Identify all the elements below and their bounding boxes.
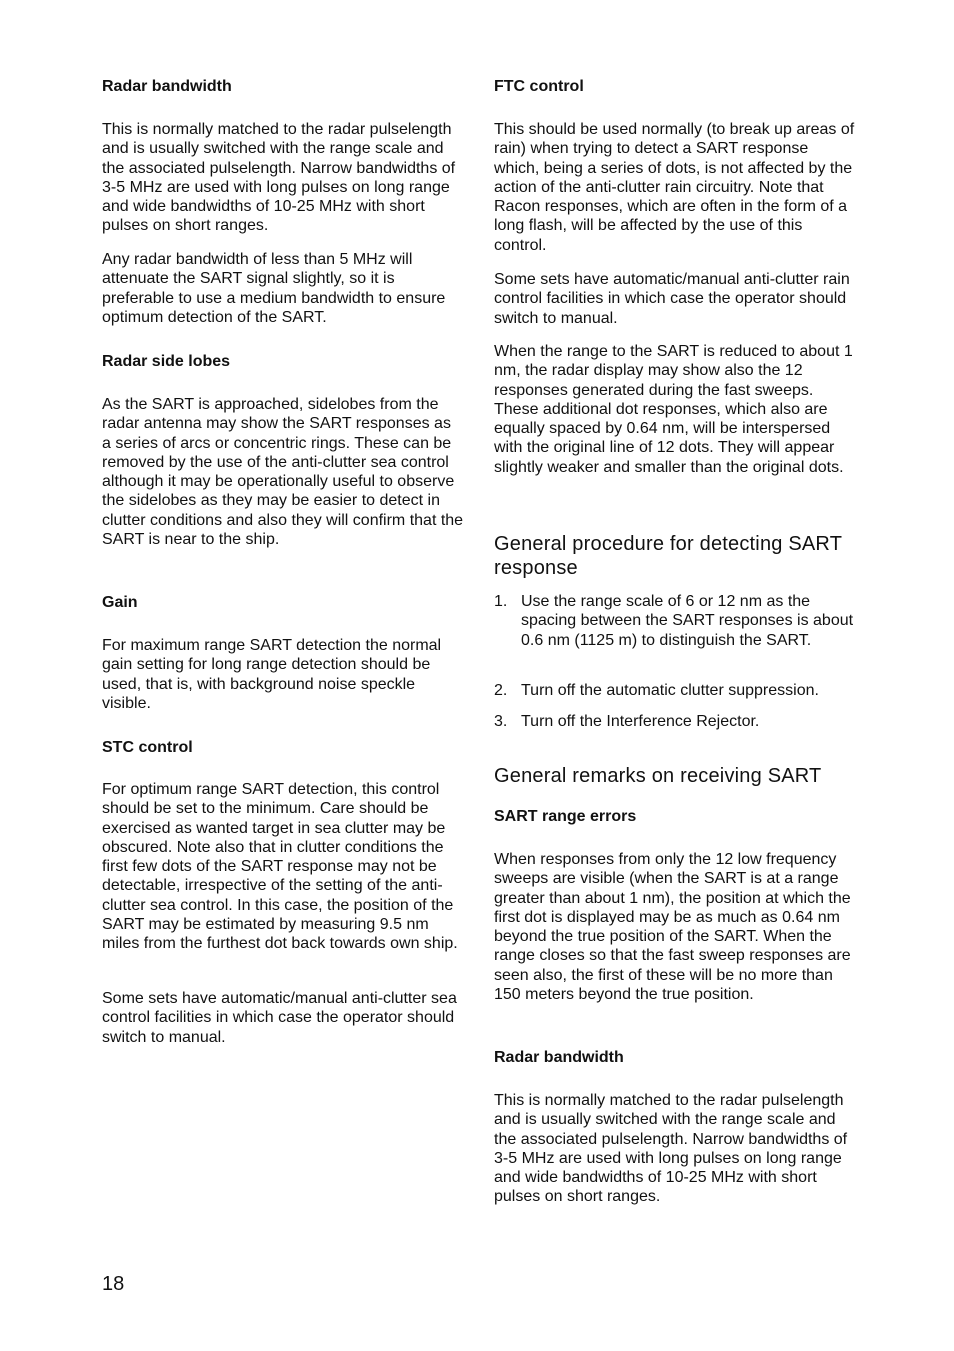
paragraph-ftc-control-2: Some sets have automatic/manual anti-clutter rain control facilities in which case the operator should switch to manual. [494, 271, 850, 327]
paragraph-stc-control-1: For optimum range SART detection, this control should be set to the minimum. Care should be exercised as wanted target in sea clutter may be obscured. Note also that in clutter conditions the first few dots of the SART response may not be detectable, irrespective of the setting of the anti-clutter sea control. In this case, the position of the SART may be estimated by measuring 9.5 nm miles from the furthest dot back towards own ship. [102, 781, 458, 953]
paragraph-ftc-control-1: This should be used normally (to break up areas of rain) when trying to detect a SART response which, being a series of dots, is not affected by the action of the anti-clutter rain circuitry. Note that Racon responses, which are often in the form of a long flash, will be affected by the use of this control. [494, 121, 855, 254]
paragraph-radar-side-lobes: As the SART is approached, sidelobes from the radar antenna may show the SART responses as a series of arcs or concentric rings. These can be removed by the use of the anti-clutter sea control although it may be operationally useful to observe the sidelobes as they may be easier to detect in clutter conditions and also they will confirm that the SART is near to the ship. [102, 396, 464, 549]
heading-sart-range-errors: SART range errors [494, 808, 637, 825]
heading-gain: Gain [102, 594, 138, 611]
heading-ftc-control: FTC control [494, 78, 584, 95]
paragraph-radar-bandwidth-repeat: This is normally matched to the radar pulselength and is usually switched with the range scale and the associated pulselength. Narrow bandwidths of 3-5 MHz are used with long pulses on long range and wide bandwidths of 10-25 MHz with short pulses on short ranges. [494, 1092, 848, 1206]
paragraph-gain: For maximum range SART detection the normal gain setting for long range detection should be used, that is, with background noise speckle visible. [102, 637, 442, 712]
list-item-text: Turn off the automatic clutter suppression. [521, 682, 819, 699]
paragraph-radar-bandwidth-1: This is normally matched to the radar pulselength and is usually switched with the range scale and the associated pulselength. Narrow bandwidths of 3-5 MHz are used with long pulses on long range and wide bandwidths of 10-25 MHz with short pulses on short ranges. [102, 121, 456, 235]
paragraph-radar-bandwidth-2: Any radar bandwidth of less than 5 MHz will attenuate the SART signal slightly, so it is preferable to use a medium bandwidth to ensure optimum detection of the SART. [102, 251, 446, 326]
paragraph-ftc-control-3: When the range to the SART is reduced to about 1 nm, the radar display may show also the 12 responses generated during the fast sweeps. These additional dot responses, which also are equally spaced by 0.64 nm, will be interspersed with the original line of 12 dots. They will appear slightly weaker and smaller than the original dots. [494, 343, 853, 476]
list-item-number: 1. [494, 593, 508, 610]
section-heading-general-procedure: General procedure for detecting SART response [494, 533, 842, 579]
list-item [494, 681, 856, 700]
list-item-number: 3. [494, 713, 508, 730]
heading-radar-bandwidth: Radar bandwidth [102, 78, 232, 95]
list-item-text: Turn off the Interference Rejector. [521, 713, 760, 730]
heading-stc-control: STC control [102, 739, 193, 756]
paragraph-sart-range-errors: When responses from only the 12 low frequency sweeps are visible (when the SART is at a range greater than about 1 nm), the position at which the first dot is displayed may be as much as 0.64 nm beyond the true position of the SART. When the range closes so that the fast sweep responses are seen also, the first of these will be no more than 150 meters beyond the true position. [494, 851, 851, 1004]
heading-radar-side-lobes: Radar side lobes [102, 353, 231, 370]
list-item [494, 592, 856, 650]
page-number: 18 [102, 1273, 125, 1295]
section-heading-general-remarks: General remarks on receiving SART [494, 765, 822, 787]
paragraph-stc-control-2: Some sets have automatic/manual anti-clutter sea control facilities in which case the operator should switch to manual. [102, 990, 457, 1046]
list-item [494, 712, 856, 731]
heading-radar-bandwidth-2: Radar bandwidth [494, 1049, 624, 1066]
list-item-text: Use the range scale of 6 or 12 nm as the spacing between the SART responses is about 0.6 nm (1125 m) to distinguish the SART. [521, 593, 854, 649]
list-item-number: 2. [494, 682, 508, 699]
